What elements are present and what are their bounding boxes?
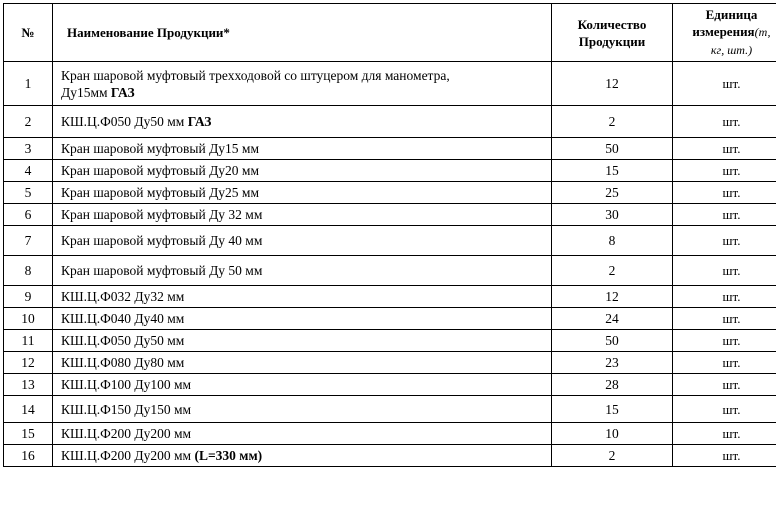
row-num: 15	[4, 423, 53, 445]
header-unit-sub-b: кг, шт.)	[710, 43, 753, 57]
table-row	[4, 256, 776, 286]
table-row	[4, 396, 776, 423]
row-num: 1	[4, 62, 53, 106]
header-unit	[673, 4, 776, 62]
row-qty: 12	[552, 62, 673, 106]
row-unit: шт.	[673, 106, 776, 138]
row-unit: шт.	[673, 138, 776, 160]
row-qty: 50	[552, 138, 673, 160]
row-unit: шт.	[673, 352, 776, 374]
header-qty-line1: Количество	[577, 16, 647, 32]
row-qty: 2	[552, 445, 673, 467]
table-row	[4, 286, 776, 308]
row-qty: 8	[552, 226, 673, 256]
row-num: 13	[4, 374, 53, 396]
row-name: КШ.Ц.Ф080 Ду80 мм	[53, 352, 552, 374]
row-qty: 24	[552, 308, 673, 330]
row-name	[53, 62, 552, 106]
row-qty: 10	[552, 423, 673, 445]
row-num: 2	[4, 106, 53, 138]
header-qty-line2: Продукции	[578, 33, 646, 49]
row-num: 10	[4, 308, 53, 330]
row-unit: шт.	[673, 286, 776, 308]
row-num: 4	[4, 160, 53, 182]
row-num: 14	[4, 396, 53, 423]
row-num: 16	[4, 445, 53, 467]
row-num: 11	[4, 330, 53, 352]
table-row	[4, 160, 776, 182]
row-name: КШ.Ц.Ф050 Ду50 мм	[53, 330, 552, 352]
table-row	[4, 226, 776, 256]
row-qty: 2	[552, 106, 673, 138]
row-num: 8	[4, 256, 53, 286]
row-unit: шт.	[673, 330, 776, 352]
row-qty: 2	[552, 256, 673, 286]
row-name: Кран шаровой муфтовый Ду 32 мм	[53, 204, 552, 226]
row-num: 12	[4, 352, 53, 374]
row-name: КШ.Ц.Ф150 Ду150 мм	[53, 396, 552, 423]
row-unit: шт.	[673, 226, 776, 256]
table-row	[4, 308, 776, 330]
row-num: 6	[4, 204, 53, 226]
row-qty: 12	[552, 286, 673, 308]
row-name: Кран шаровой муфтовый Ду15 мм	[53, 138, 552, 160]
row-unit: шт.	[673, 374, 776, 396]
row-name: КШ.Ц.Ф200 Ду200 мм	[53, 423, 552, 445]
row-num: 5	[4, 182, 53, 204]
products-table	[3, 3, 776, 467]
row-unit: шт.	[673, 204, 776, 226]
row-name-bold: (L=330 мм)	[194, 448, 263, 463]
row-unit: шт.	[673, 256, 776, 286]
table-row	[4, 423, 776, 445]
row-name: КШ.Ц.Ф040 Ду40 мм	[53, 308, 552, 330]
table-row	[4, 330, 776, 352]
table-row	[4, 138, 776, 160]
row-qty: 23	[552, 352, 673, 374]
row-unit: шт.	[673, 423, 776, 445]
row-unit: шт.	[673, 445, 776, 467]
row-name-text: КШ.Ц.Ф050 Ду50 мм	[61, 114, 185, 129]
row-name	[53, 106, 552, 138]
row-num: 3	[4, 138, 53, 160]
table-row	[4, 106, 776, 138]
row-name: КШ.Ц.Ф032 Ду32 мм	[53, 286, 552, 308]
header-qty	[552, 4, 673, 62]
header-num: №	[4, 4, 53, 62]
row-name-line2: Ду15мм	[61, 84, 108, 100]
row-qty: 28	[552, 374, 673, 396]
table-row	[4, 62, 776, 106]
row-unit: шт.	[673, 62, 776, 106]
row-qty: 50	[552, 330, 673, 352]
table-header-row	[4, 4, 776, 62]
row-name: Кран шаровой муфтовый Ду 40 мм	[53, 226, 552, 256]
row-qty: 15	[552, 160, 673, 182]
row-qty: 15	[552, 396, 673, 423]
row-name: Кран шаровой муфтовый Ду25 мм	[53, 182, 552, 204]
row-name: Кран шаровой муфтовый Ду 50 мм	[53, 256, 552, 286]
row-qty: 25	[552, 182, 673, 204]
header-unit-line2: измерения	[692, 24, 755, 39]
table-row	[4, 374, 776, 396]
row-name-line1: Кран шаровой муфтовый трехходовой со штуцером для манометра,	[61, 67, 450, 83]
row-unit: шт.	[673, 182, 776, 204]
row-name: Кран шаровой муфтовый Ду20 мм	[53, 160, 552, 182]
header-unit-sub-a: (т,	[754, 25, 771, 39]
row-unit: шт.	[673, 160, 776, 182]
row-name-bold: ГАЗ	[187, 114, 212, 129]
row-num: 7	[4, 226, 53, 256]
table-row	[4, 445, 776, 467]
header-unit-line1: Единица	[705, 7, 758, 22]
row-num: 9	[4, 286, 53, 308]
row-unit: шт.	[673, 396, 776, 423]
row-unit: шт.	[673, 308, 776, 330]
table-row	[4, 182, 776, 204]
row-name-text: КШ.Ц.Ф200 Ду200 мм	[61, 448, 192, 463]
table-row	[4, 204, 776, 226]
table-row	[4, 352, 776, 374]
row-name-bold: ГАЗ	[110, 84, 135, 100]
row-name: КШ.Ц.Ф100 Ду100 мм	[53, 374, 552, 396]
header-name: Наименование Продукции*	[53, 4, 552, 62]
row-name	[53, 445, 552, 467]
row-qty: 30	[552, 204, 673, 226]
